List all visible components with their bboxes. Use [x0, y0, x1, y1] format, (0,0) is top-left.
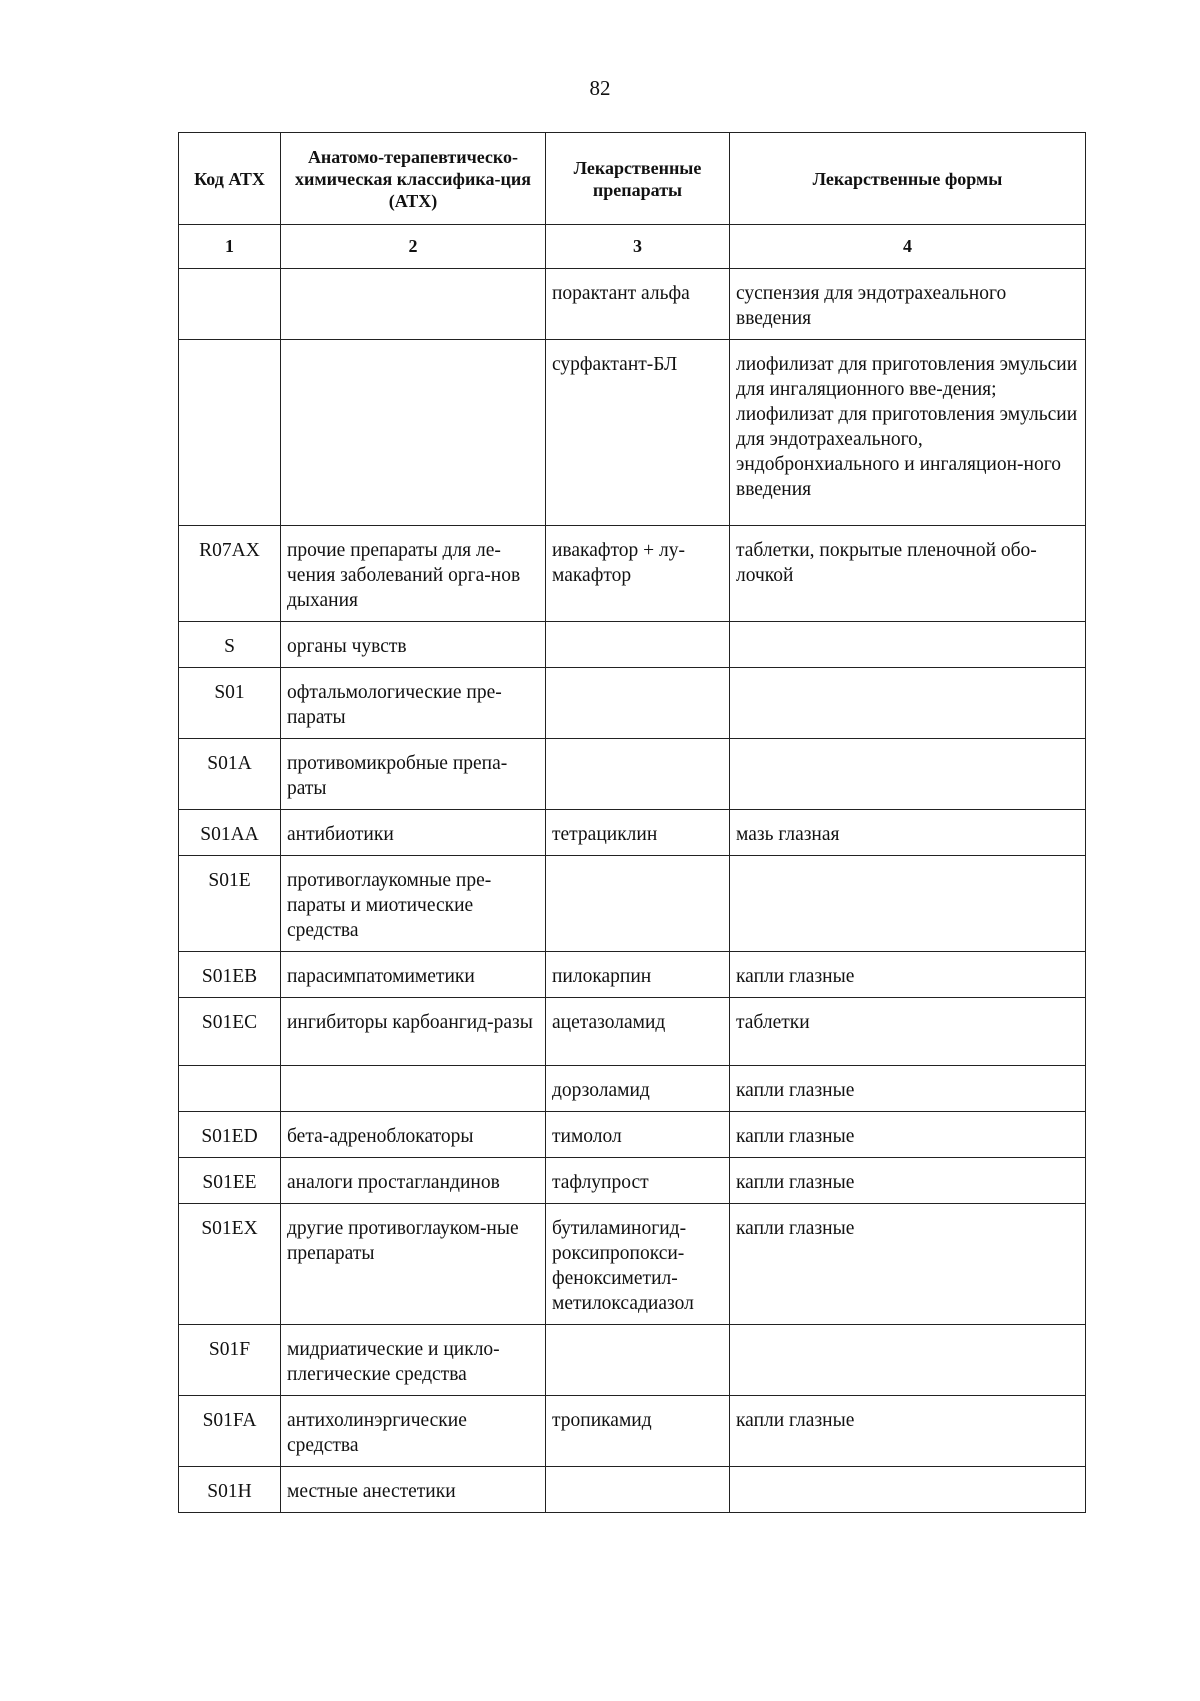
atx-code-cell: S01FA	[179, 1396, 281, 1467]
column-number: 4	[730, 225, 1086, 269]
table-row	[179, 1112, 1086, 1158]
classification-cell: другие противоглауком-ные препараты	[281, 1204, 546, 1325]
atx-code-cell	[179, 340, 281, 526]
drug-cell	[546, 1467, 730, 1513]
table-row	[179, 668, 1086, 739]
table-row	[179, 1066, 1086, 1112]
dosage-form-cell: лиофилизат для приготовления эмульсии для ингаляционного вве-дения; лиофилизат для приготовления эмульсии для эндотрахеального, эндобронхиального и ингаляцион-ного введения	[730, 340, 1086, 526]
atx-table	[178, 132, 1086, 1513]
table-row	[179, 1158, 1086, 1204]
classification-cell: прочие препараты для ле-чения заболеваний орга-нов дыхания	[281, 526, 546, 622]
table-row	[179, 952, 1086, 998]
atx-code-cell: S01EC	[179, 998, 281, 1066]
classification-cell: антибиотики	[281, 810, 546, 856]
table-row	[179, 269, 1086, 340]
classification-cell: мидриатические и цикло-плегические средства	[281, 1325, 546, 1396]
table-row	[179, 998, 1086, 1066]
drug-cell: ацетазоламид	[546, 998, 730, 1066]
atx-code-cell: S01EX	[179, 1204, 281, 1325]
dosage-form-cell: капли глазные	[730, 1066, 1086, 1112]
drug-cell	[546, 1325, 730, 1396]
dosage-form-cell: капли глазные	[730, 1204, 1086, 1325]
drug-cell	[546, 739, 730, 810]
dosage-form-cell: капли глазные	[730, 952, 1086, 998]
classification-cell: парасимпатомиметики	[281, 952, 546, 998]
atx-code-cell: S01H	[179, 1467, 281, 1513]
table-row	[179, 1467, 1086, 1513]
dosage-form-cell	[730, 622, 1086, 668]
header-code: Код АТХ	[179, 133, 281, 225]
dosage-form-cell	[730, 739, 1086, 810]
classification-cell: аналоги простагландинов	[281, 1158, 546, 1204]
dosage-form-cell: мазь глазная	[730, 810, 1086, 856]
table-row	[179, 622, 1086, 668]
classification-cell	[281, 1066, 546, 1112]
table-row	[179, 1325, 1086, 1396]
drug-cell	[546, 622, 730, 668]
table-row	[179, 526, 1086, 622]
dosage-form-cell: суспензия для эндотрахеального введения	[730, 269, 1086, 340]
dosage-form-cell: капли глазные	[730, 1112, 1086, 1158]
drug-cell	[546, 856, 730, 952]
dosage-form-cell	[730, 668, 1086, 739]
dosage-form-cell: капли глазные	[730, 1158, 1086, 1204]
table-row	[179, 856, 1086, 952]
classification-cell	[281, 340, 546, 526]
table-row	[179, 340, 1086, 526]
atx-code-cell: S	[179, 622, 281, 668]
header-forms: Лекарственные формы	[730, 133, 1086, 225]
dosage-form-cell: таблетки	[730, 998, 1086, 1066]
atx-code-cell: S01E	[179, 856, 281, 952]
atx-code-cell: S01EE	[179, 1158, 281, 1204]
classification-cell: антихолинэргические средства	[281, 1396, 546, 1467]
table-row	[179, 1396, 1086, 1467]
drug-cell	[546, 668, 730, 739]
drug-cell: порактант альфа	[546, 269, 730, 340]
atx-code-cell: S01EB	[179, 952, 281, 998]
table-row	[179, 1204, 1086, 1325]
dosage-form-cell	[730, 1325, 1086, 1396]
drug-cell: бутиламиногид-роксипропокси-феноксиметил-метилоксадиазол	[546, 1204, 730, 1325]
column-number: 2	[281, 225, 546, 269]
atx-code-cell: S01ED	[179, 1112, 281, 1158]
header-drugs: Лекарственные препараты	[546, 133, 730, 225]
classification-cell: офтальмологические пре-параты	[281, 668, 546, 739]
atx-code-cell: S01AA	[179, 810, 281, 856]
classification-cell: противоглаукомные пре-параты и миотические средства	[281, 856, 546, 952]
column-number: 3	[546, 225, 730, 269]
header-classification: Анатомо-терапевтическо-химическая классифика-ция (АТХ)	[281, 133, 546, 225]
column-number-row	[179, 225, 1086, 269]
atx-code-cell: S01	[179, 668, 281, 739]
drug-cell: тимолол	[546, 1112, 730, 1158]
dosage-form-cell	[730, 1467, 1086, 1513]
classification-cell: противомикробные препа-раты	[281, 739, 546, 810]
dosage-form-cell: капли глазные	[730, 1396, 1086, 1467]
drug-cell: ивакафтор + лу-макафтор	[546, 526, 730, 622]
page-number: 82	[589, 76, 611, 100]
drug-cell: тетрациклин	[546, 810, 730, 856]
atx-code-cell: S01A	[179, 739, 281, 810]
atx-code-cell: S01F	[179, 1325, 281, 1396]
atx-code-cell	[179, 1066, 281, 1112]
classification-cell: ингибиторы карбоангид-разы	[281, 998, 546, 1066]
classification-cell: бета-адреноблокаторы	[281, 1112, 546, 1158]
drug-cell: пилокарпин	[546, 952, 730, 998]
classification-cell: органы чувств	[281, 622, 546, 668]
atx-code-cell	[179, 269, 281, 340]
drug-cell: дорзоламид	[546, 1066, 730, 1112]
drug-cell: сурфактант-БЛ	[546, 340, 730, 526]
table-body	[179, 269, 1086, 1513]
classification-cell	[281, 269, 546, 340]
column-number: 1	[179, 225, 281, 269]
table-row	[179, 810, 1086, 856]
header-row	[179, 133, 1086, 225]
dosage-form-cell	[730, 856, 1086, 952]
drug-cell: тропикамид	[546, 1396, 730, 1467]
drug-cell: тафлупрост	[546, 1158, 730, 1204]
dosage-form-cell: таблетки, покрытые пленочной обо-лочкой	[730, 526, 1086, 622]
atx-code-cell: R07AX	[179, 526, 281, 622]
classification-cell: местные анестетики	[281, 1467, 546, 1513]
table-row	[179, 739, 1086, 810]
